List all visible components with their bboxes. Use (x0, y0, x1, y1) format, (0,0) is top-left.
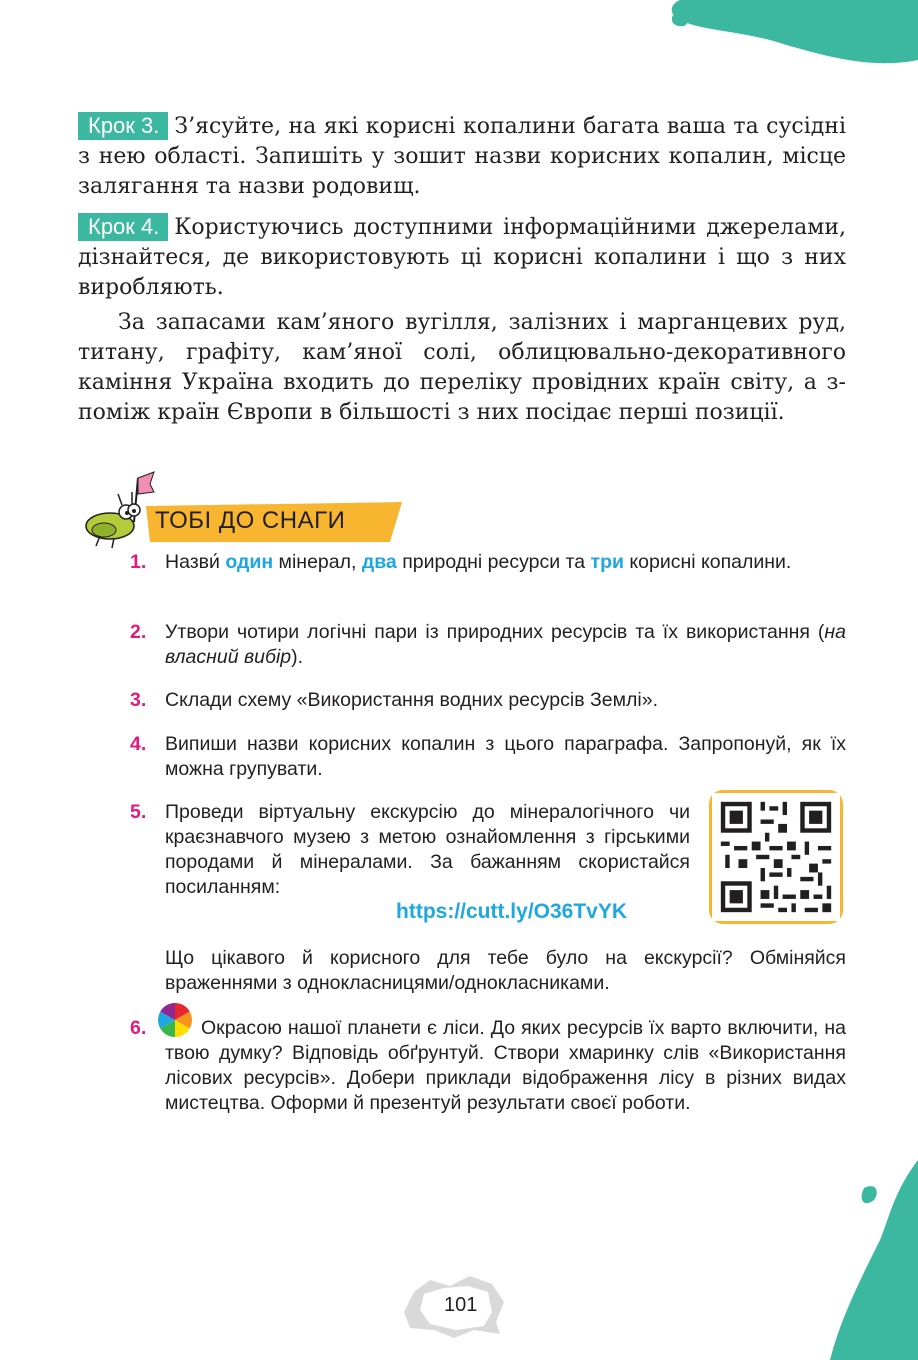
task-text: Склади схему «Використання водних ресурсів Землі». (165, 689, 659, 711)
bug-mascot-flag-icon (76, 470, 156, 550)
task-text: Окрасою нашої планети є ліси. До яких ресурсів їх варто включити, на твою думку? Відповідь обґрунтуй. Створи хмаринку слів «Використання лісових ресурсів». Добери приклади відображення лісу в різних видах мистецтва. Оформи й презентуй результати своєї роботи. (165, 1017, 846, 1114)
task-number: 6. (130, 1017, 147, 1039)
task-item (130, 550, 846, 575)
qr-pattern (712, 793, 840, 921)
step-badge: Крок 4. (78, 213, 168, 241)
task-text: Назви́ один мінерал, два природні ресурси та три корисні копалини. (165, 551, 792, 573)
task-item (130, 688, 846, 713)
task-item (130, 732, 846, 782)
task-item (130, 1016, 846, 1116)
task-number: 4. (130, 733, 147, 755)
task-text: Що цікавого й корисного для тебе було на екскурсії? Обміняйся враженнями з однокласницями/однокласниками. (165, 947, 846, 994)
task-item (130, 800, 690, 900)
task-number: 2. (130, 621, 147, 643)
task-text: Випиши назви корисних копалин з цього параграфа. Запропонуй, як їх можна групувати. (165, 733, 846, 780)
body-paragraph: За запасами кам’яного вугілля, залізних і марганцевих руд, титану, графіту, кам’яної солі, облицювально-декоративного каміння Україна входить до переліку провідних країн світу, а з-поміж країн Європи в більшості з них посідає перші позиції. (78, 310, 846, 425)
section-title: ТОБІ ДО СНАГИ (155, 507, 346, 534)
task-number: 3. (130, 689, 147, 711)
task-item (130, 620, 846, 670)
color-wheel-icon (157, 1002, 193, 1038)
step-badge: Крок 3. (78, 112, 168, 140)
task-number: 5. (130, 801, 147, 823)
step-text: Користуючись доступними інформаційними джерелами, дізнайтеся, де використовують ці корисні копалини і що з них виробляють. (78, 215, 846, 300)
task-number: 1. (130, 551, 147, 573)
step-text: З’ясуйте, на які корисні копалини багата ваша та сусідні з нею області. Запишіть у зошит назви корисних копалин, місце залягання та назви родовищ. (78, 114, 846, 199)
museum-link[interactable]: https://cutt.ly/O36TvYK (396, 900, 628, 923)
task-text: Утвори чотири логічні пари із природних ресурсів та їх використання (на власний вибір). (165, 621, 846, 668)
page-number: 101 (444, 1294, 478, 1316)
qr-code-icon[interactable] (709, 790, 843, 924)
task-5-followup (130, 946, 846, 996)
step-4 (78, 213, 846, 303)
step-3 (78, 112, 846, 202)
task-text: Проведи віртуальну екскурсію до мінералогічного чи краєзнавчого музею з метою ознайомлення з гірськими породами й мінералами. За бажанням скористайся посиланням: (165, 801, 690, 898)
bottom-corner-decoration (830, 1160, 918, 1360)
top-corner-decoration (650, 0, 918, 70)
